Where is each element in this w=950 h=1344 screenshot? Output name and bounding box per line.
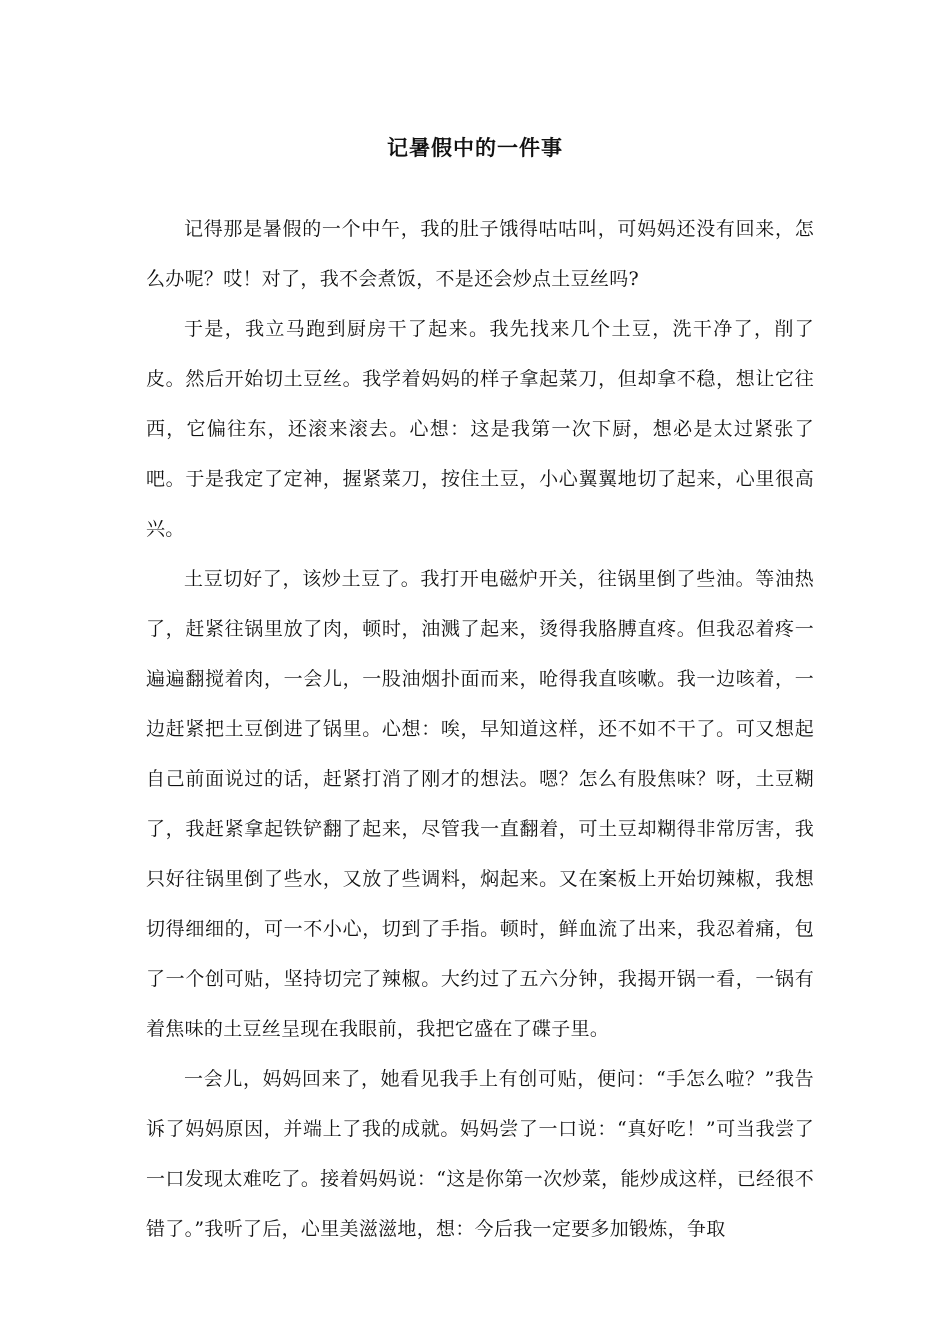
document-body xyxy=(146,204,814,1254)
paragraph-3: 土豆切好了，该炒土豆了。我打开电磁炉开关，往锅里倒了些油。等油热了，赶紧往锅里放了肉，顿时，油溅了起来，烫得我胳膊直疼。但我忍着疼一遍遍翻搅着肉，一会儿，一股油烟扑面而来，呛得我直咳嗽。我一边咳着，一边赶紧把土豆倒进了锅里。心想：唉，早知道这样，还不如不干了。可又想起自己前面说过的话，赶紧打消了刚才的想法。嗯？怎么有股焦味？呀，土豆糊了，我赶紧拿起铁铲翻了起来，尽管我一直翻着，可土豆却糊得非常厉害，我只好往锅里倒了些水，又放了些调料，焖起来。又在案板上开始切辣椒，我想切得细细的，可一不小心，切到了手指。顿时，鲜血流了出来，我忍着痛，包了一个创可贴，坚持切完了辣椒。大约过了五六分钟，我揭开锅一看，一锅有着焦味的土豆丝呈现在我眼前，我把它盛在了碟子里。 xyxy=(146,568,814,1040)
paragraph-2: 于是，我立马跑到厨房干了起来。我先找来几个土豆，洗干净了，削了皮。然后开始切土豆丝。我学着妈妈的样子拿起菜刀，但却拿不稳，想让它往西，它偏往东，还滚来滚去。心想：这是我第一次下厨，想必是太过紧张了吧。于是我定了定神，握紧菜刀，按住土豆，小心翼翼地切了起来，心里很高兴。 xyxy=(146,318,814,540)
document-title: 记暑假中的一件事 xyxy=(387,135,563,160)
paragraph-1: 记得那是暑假的一个中午，我的肚子饿得咕咕叫，可妈妈还没有回来，怎么办呢？哎！对了，我不会煮饭，不是还会炒点土豆丝吗? xyxy=(146,218,814,290)
paragraph-4: 一会儿，妈妈回来了，她看见我手上有创可贴，便问：“手怎么啦？”我告诉了妈妈原因，并端上了我的成就。妈妈尝了一口说：“真好吃！”可当我尝了一口发现太难吃了。接着妈妈说：“这是你第一次炒菜，能炒成这样，已经很不错了。”我听了后，心里美滋滋地，想：今后我一定要多加锻炼，争取 xyxy=(146,1068,814,1240)
